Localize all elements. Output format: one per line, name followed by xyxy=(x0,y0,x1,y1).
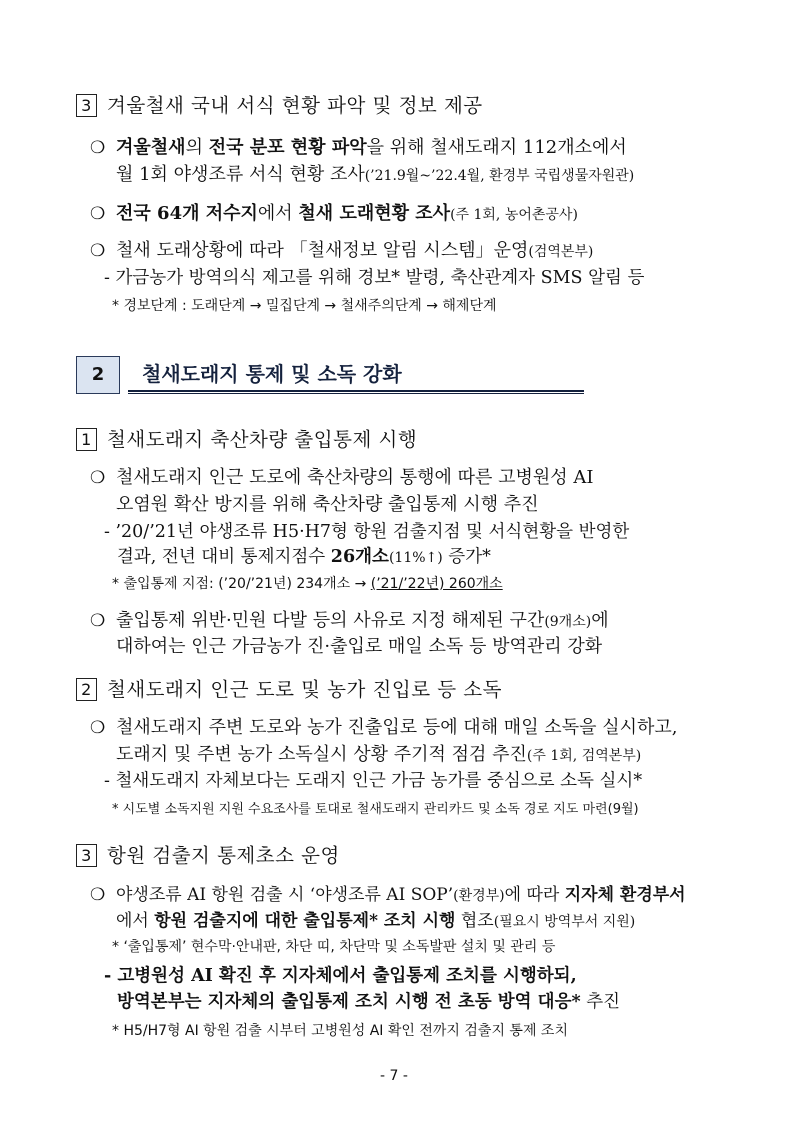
text: (’21/’22년) 260개소 xyxy=(370,576,503,592)
text: (’21.9월~’22.4월, 환경부 국립생물자원관) xyxy=(364,168,635,184)
bullet-item xyxy=(90,133,627,159)
footnote: * H5/H7형 AI 항원 검출 시부터 고병원성 AI 확인 전까지 검출지 통제 조치 xyxy=(112,1023,568,1039)
dash-item: - 고병원성 AI 확진 후 지자체에서 출입통제 조치를 시행하되, xyxy=(104,966,577,986)
footnote: * 경보단계 : 도래단계 → 밀집단계 → 철새주의단계 → 해제단계 xyxy=(112,298,497,314)
text: 증가* xyxy=(442,547,491,567)
text: 전국 64개 저수지 xyxy=(116,203,258,224)
subsection-title: 철새도래지 축산차량 출입통제 시행 xyxy=(107,428,418,451)
bullet-continuation: 대하여는 인근 가금농가 진·출입로 매일 소독 등 방역관리 강화 xyxy=(116,636,603,657)
text: 을 위해 철새도래지 112개소에서 xyxy=(366,137,627,158)
subsection-heading xyxy=(76,674,502,702)
text: 철새도래지 인근 도로에 축산차량의 통행에 따른 고병원성 AI xyxy=(116,467,594,488)
section-underline xyxy=(128,390,584,392)
text: 항원 검출지에 대한 출입통제* 조치 시행 xyxy=(154,911,456,931)
text: (11%↑) xyxy=(388,550,443,566)
text: * 출입통제 지점: (’20/’21년) 234개소 → xyxy=(112,576,371,592)
text: 초동 방역 대응* xyxy=(457,992,581,1012)
subsection-heading xyxy=(76,424,417,452)
bullet-item xyxy=(90,236,593,262)
text: 겨울철새 xyxy=(116,137,186,158)
bullet-item xyxy=(90,606,609,632)
text: (검역본부) xyxy=(528,244,594,260)
section-title: 철새도래지 통제 및 소독 강화 xyxy=(142,362,402,386)
text: 추진 xyxy=(580,992,621,1012)
bullet-continuation xyxy=(116,740,641,766)
subsection-title: 항원 검출지 통제초소 운영 xyxy=(107,844,340,867)
bullet-item xyxy=(90,199,578,225)
circle-bullet-icon: ❍ xyxy=(90,138,106,158)
circle-bullet-icon: ❍ xyxy=(90,718,106,738)
text: (환경부) xyxy=(453,888,505,904)
text: 에서 xyxy=(257,203,299,224)
subsection-number: 3 xyxy=(76,844,97,867)
text: 출입통제 위반·민원 다발 등의 사유로 지정 해제된 구간 xyxy=(116,610,545,631)
text: 에서 xyxy=(116,911,155,931)
text: (주 1회, 농어촌공사) xyxy=(450,207,578,223)
text: 26개소 xyxy=(330,547,389,567)
subsection-number: 2 xyxy=(76,678,97,701)
dash-item: - 가금농가 방역의식 제고를 위해 경보* 발령, 축산관계자 SMS 알림 등 xyxy=(104,268,645,288)
dash-item: - ’20/’21년 야생조류 H5·H7형 항원 검출지점 및 서식현황을 반영한 xyxy=(104,522,630,542)
footnote: * ‘출입통제’ 현수막·안내판, 차단 띠, 차단막 및 소독발판 설치 및 관리 등 xyxy=(112,939,556,955)
text: 철새도래지 주변 도로와 농가 진출입로 등에 대해 매일 소독을 실시하고, xyxy=(116,717,678,738)
circle-bullet-icon: ❍ xyxy=(90,611,106,631)
text: 철새 도래현황 조사 xyxy=(298,203,451,224)
bullet-continuation xyxy=(116,906,635,931)
subsection-number: 1 xyxy=(76,428,97,451)
dash-continuation xyxy=(117,543,491,568)
section-underline xyxy=(128,393,584,394)
text: 도래지 및 주변 농가 소독실시 상황 주기적 점검 추진 xyxy=(116,744,527,765)
circle-bullet-icon: ❍ xyxy=(90,885,106,905)
text: (9개소) xyxy=(544,614,592,630)
bullet-continuation: 오염원 확산 방지를 위해 축산차량 출입통제 시행 추진 xyxy=(116,494,539,515)
text: 에 따라 xyxy=(504,885,565,905)
bullet-item xyxy=(90,463,593,489)
text: 에 xyxy=(591,610,609,631)
page-number: - 7 - xyxy=(380,1068,408,1084)
text: 협조 xyxy=(455,911,494,931)
circle-bullet-icon: ❍ xyxy=(90,468,106,488)
text: 결과, 전년 대비 통제지점수 xyxy=(117,547,331,567)
text: (필요시 방역부서 지원) xyxy=(493,914,636,930)
footnote xyxy=(112,573,503,593)
subsection-title: 철새도래지 인근 도로 및 농가 진입로 등 소독 xyxy=(107,678,502,701)
bullet-item xyxy=(90,880,686,905)
subsection-heading xyxy=(76,840,340,868)
text: 철새 도래상황에 따라 「철새정보 알림 시스템」운영 xyxy=(116,240,529,261)
text: (주 1회, 검역본부) xyxy=(526,748,642,764)
text: 지자체 환경부서 xyxy=(564,885,686,905)
text: 월 1회 야생조류 서식 현황 조사 xyxy=(116,164,365,185)
circle-bullet-icon: ❍ xyxy=(90,204,106,224)
circle-bullet-icon: ❍ xyxy=(90,241,106,261)
subsection-number: 3 xyxy=(76,94,97,117)
dash-item: - 철새도래지 자체보다는 도래지 인근 가금 농가를 중심으로 소독 실시* xyxy=(104,771,643,791)
text: 야생조류 AI 항원 검출 시 ‘야생조류 AI SOP’ xyxy=(116,885,454,905)
subsection-heading xyxy=(76,90,483,118)
footnote: * 시도별 소독지원 지원 수요조사를 토대로 철새도래지 관리카드 및 소독 경로 지도 마련(9월) xyxy=(112,802,639,817)
section-number-box: 2 xyxy=(76,356,120,394)
bullet-item xyxy=(90,713,677,739)
bullet-continuation xyxy=(116,160,634,186)
dash-continuation xyxy=(117,988,620,1013)
subsection-title: 겨울철새 국내 서식 현황 파악 및 정보 제공 xyxy=(107,94,483,117)
text: 방역본부는 지자체의 출입통제 조치 시행 전 xyxy=(117,992,458,1012)
text: 의 xyxy=(185,137,209,158)
text: 전국 분포 현황 파악 xyxy=(208,137,367,158)
